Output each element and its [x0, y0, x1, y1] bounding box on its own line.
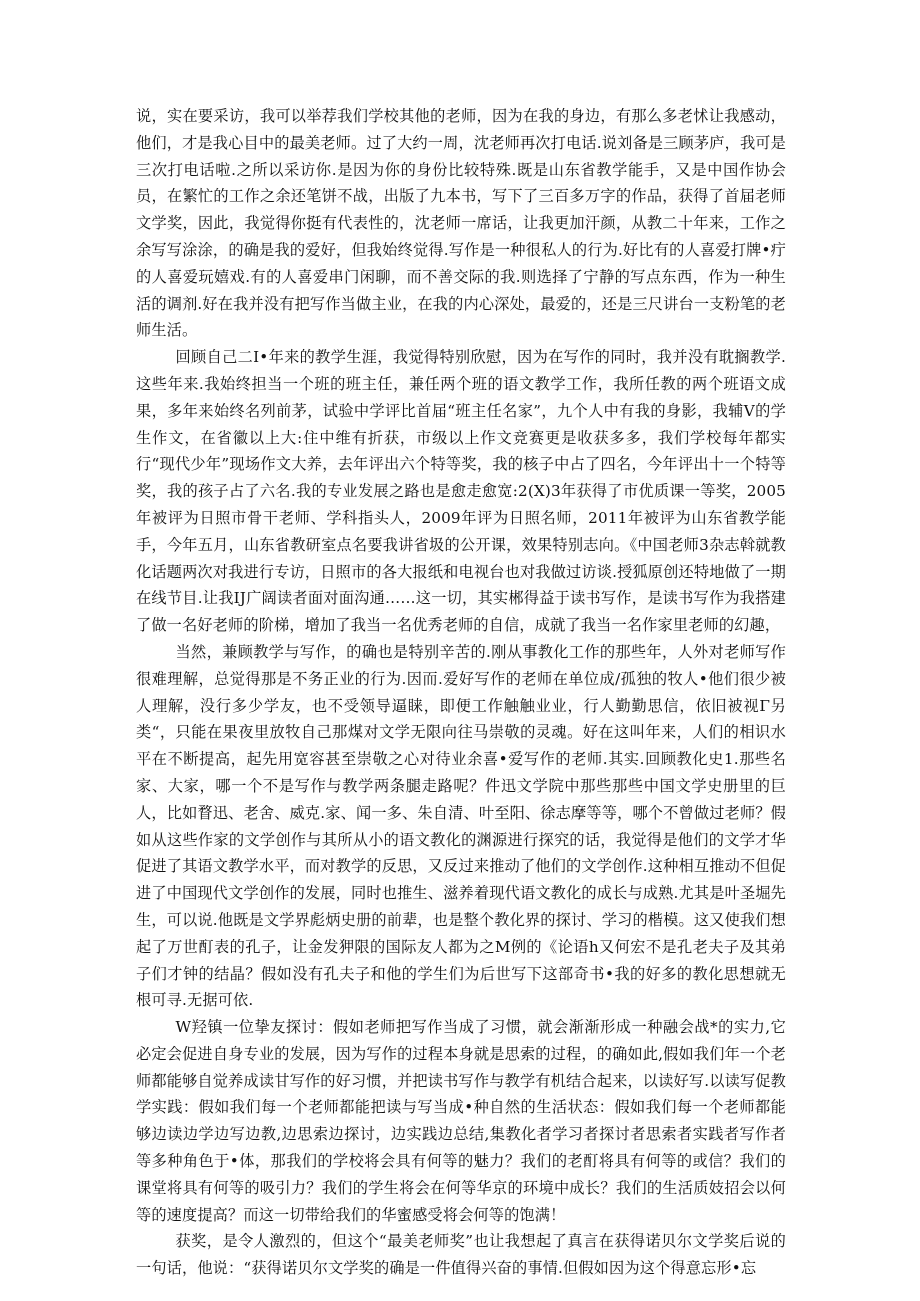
paragraph-1: 说，实在要采访，我可以举荐我们学校其他的老师，因为在我的身边，有那么多老怵让我感动，他们，才是我心目中的最美老师。过了大约一周，沈老师再次打电话.说刘备是三顾茅庐，我可是三次打电话啦.之所以采访你.是因为你的身份比较特殊.既是山东省教学能手，又是中国作协会员，在繁忙的工作之余还笔饼不战，出版了九本书，写下了三百多万字的作品，获得了首届老师文学奖，因此，我觉得你挺有代表性的，沈老师一席话，让我更加汗颜，从教二十年来，工作之余写写涂涂，的确是我的爱好，但我始终觉得.写作是一种很私人的行为.好比有的人喜爱打牌•疔的人喜爱玩嬉戏.有的人喜爱串门闲聊，而不善交际的我.则选择了宁静的写点东西，作为一种生活的调剂.好在我并没有把写作当做主业，在我的内心深处，最爱的，还是三尺讲台一支粉笔的老师生活。: [136, 107, 786, 340]
paragraph-4: W羟镇一位挚友探讨：假如老师把写作当成了习惯，就会渐渐形成一种融会战*的实力,它必定会促进自身专业的发展，因为写作的过程本身就是思索的过程，的确如此,假如我们年一个老师都能够自觉养成读甘写作的好习惯，并把读书写作与教学有机结合起来，以读好写.以读写促教学实践：假如我们每一个老师都能把读与写当成•种自然的生活状态：假如我们每一个老师都能够边读边学边写边教,边思索边探讨，边实践边总结,集教化者学习者探讨者思索者实践者写作者等多种角色于•体，那我们的学校将会具有何等的魅力？我们的老酊将具有何等的或信？我们的课堂将具有何等的吸引力？我们的学生将会在何等华京的环境中成长？我们的生活质妓招会以何等的速度提高？而这一切带给我们的华蜜感受将会何等的饱满！: [136, 1018, 786, 1224]
paragraph-2: 回顾自己二I•年来的教学生涯，我觉得特别欣慰，因为在写作的同时，我并没有耽搁教学.这些年来.我始终担当一个班的班主任，兼任两个班的语文教学工作，我所任教的两个班语文成果，多年来始终名列前茅，试验中学评比首届“班主任名家”，九个人中有我的身影，我辅V的学生作文，在省徽以上大:住中维有折获，市级以上作文竞赛更是收获多多，我们学校每年都实行“现代少年”现场作文大养，去年评出六个特等奖，我的核子中占了四名，今年评出十一个特等奖，我的孩子占了六名.我的专业发展之路也是愈走愈宽:2(X)3年获得了市优质课一等奖，2005年被评为日照市骨干老师、学科指头人，2009年评为日照名师，2011年被评为山东省教学能手，今年五月，山东省教研室点名要我讲省圾的公开课，效果特别志向。《中国老师3杂志斡就教化话题两次对我进行专访，日照市的各大报纸和电视台也对我做过访谈.授狐原创还特地做了一期在线节目.让我IJ广阔读者面对面沟通……这一切，其实郴得益于读书写作，是读书写作为我搭建了做一名好老师的阶梯，增加了我当一名优秀老师的自信，成就了我当一名作家里老师的幻趣，: [136, 348, 786, 635]
paragraph-3: 当然，兼顾教学与写作，的确也是特别辛苦的.刚从事教化工作的那些年，人外对老师写作很难理解，总觉得那是不务正业的行为.因而.爱好写作的老师在单位成/孤独的牧人•他们很少被人理解，没行多少学友，也不受领导逼睐，即便工作触触业业，行人勤勤思信，依旧被视Γ另类“，只能在果夜里放牧自己那煤对文学无限向往马崇敬的灵魂。好在这叫年来，人们的相识水平在不断提高，起先用宽容甚至崇敬之心对待业余喜•爱写作的老师.其实.回顾教化史1.那些名家、大家，哪一个不是写作与教学两条腿走路呢？件迅文学院中那些那些中国文学史册里的巨人，比如瞀迅、老舍、威克.家、闻一多、朱自清、叶至阳、徐志摩等等，哪个不曾做过老师？假如从这些作家的文学创作与其所从小的语文教化的渊源进行探究的话，我觉得是他们的文学才华促进了其语文教学水平，而对教学的反思，又反过来推动了他们的文学创作.这种相互推动不但促进了中国现代文学创作的发展，同时也推生、滋养着现代语文教化的成长与成熟.尤其是叶圣堀先生，可以说.他既是文学界彪炳史册的前辈，也是整个教化界的探讨、学习的楷模。这又使我们想起了万世酊表的孔子，让金发狎限的国际友人都为之M例的《论语h又何宏不是孔老夫子及其弟子们才钟的结晶？假如没有孔夫子和他的学生们为后世写下这部奇书•我的好多的教化思想就无根可寻.无据可依.: [136, 642, 787, 1010]
document-page: [136, 103, 786, 1282]
paragraph-5: 获奖，是令人激烈的，但这个“最美老师奖”也让我想起了真言在获得诺贝尔文学奖后说的一句话，他说：“获得诺贝尔文学奖的确是一件值得兴奋的事情.但假如因为这个得意忘形•忘: [136, 1232, 786, 1278]
